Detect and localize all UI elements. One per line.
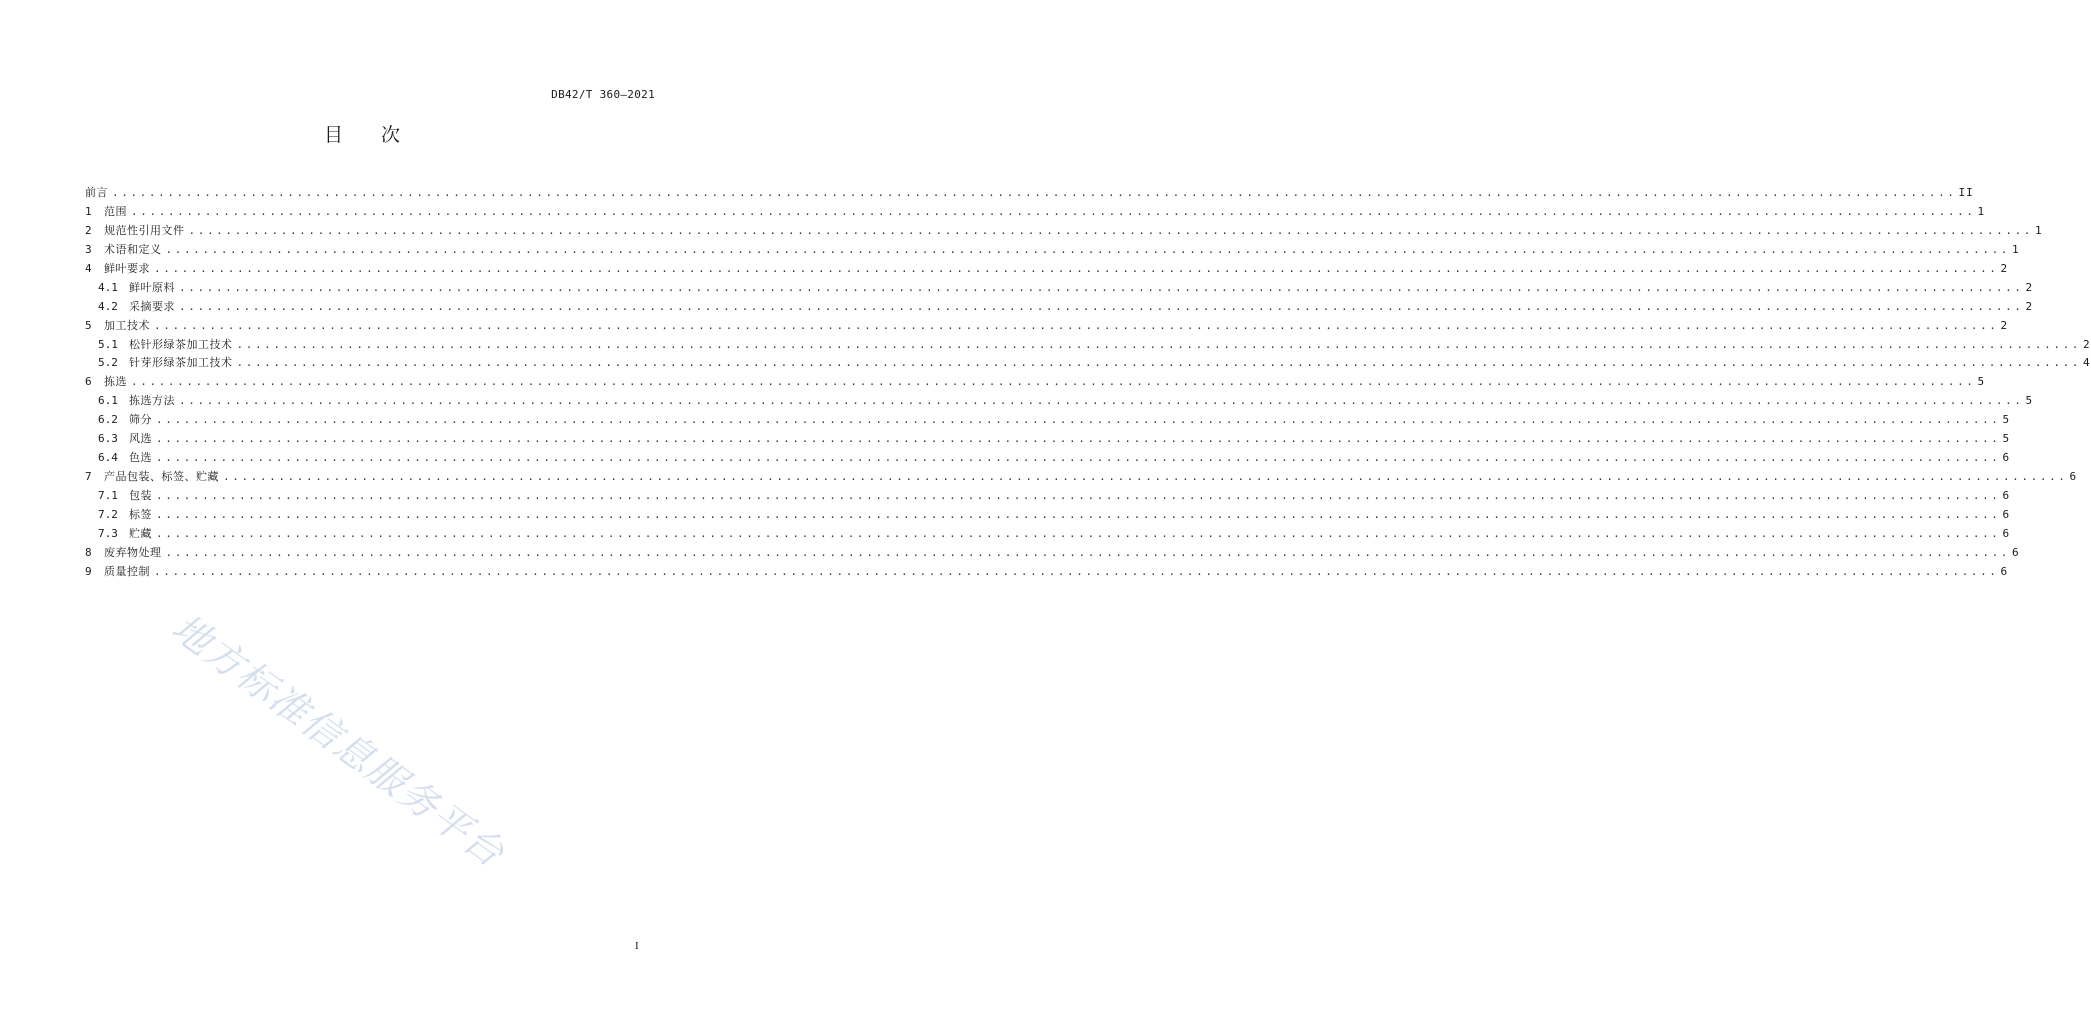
toc-entry-page: 1 <box>2012 242 2020 256</box>
toc-entry-leader-dots: ........................................................................................................................................................................................................ <box>165 545 2011 559</box>
toc-entry[interactable] <box>85 525 2011 544</box>
toc-title-char-2: 次 <box>381 124 401 146</box>
toc-entry[interactable] <box>85 279 2034 298</box>
page-number: I <box>635 940 639 952</box>
toc-entry-page: 2 <box>2083 337 2091 351</box>
toc-entry[interactable] <box>85 298 2034 317</box>
toc-entry-leader-dots: ........................................................................................................................................................................................................ <box>156 413 2001 427</box>
toc-entry-page: 2 <box>2000 318 2009 332</box>
toc-entry-label: 范围 <box>104 204 127 218</box>
toc-entry-number: 6.2 <box>98 413 118 427</box>
toc-entry-label: 术语和定义 <box>104 242 162 256</box>
table-of-contents <box>85 184 2091 582</box>
toc-entry-label: 针芽形绿茶加工技术 <box>129 356 233 370</box>
toc-entry-number: 6.1 <box>98 394 118 408</box>
toc-entry-leader-dots: ........................................................................................................................................................................................................ <box>223 470 2068 484</box>
toc-entry-page: 6 <box>2069 470 2078 484</box>
toc-entry-number: 7 <box>85 470 92 484</box>
toc-entry-number: 7.2 <box>98 507 118 521</box>
toc-entry-number: 4.1 <box>98 280 118 294</box>
toc-entry-number: 8 <box>85 545 92 559</box>
toc-entry-leader-dots: ........................................................................................................................................................................................................ <box>156 432 2001 446</box>
toc-entry-leader-dots: ........................................................................................................................................................................................................ <box>131 375 1976 389</box>
toc-entry-label: 加工技术 <box>104 318 150 332</box>
toc-entry-leader-dots: ........................................................................................................................................................................................................ <box>156 489 2001 502</box>
toc-entry[interactable] <box>85 563 2009 582</box>
toc-entry[interactable] <box>85 241 2020 260</box>
toc-entry[interactable] <box>85 336 2091 355</box>
toc-entry-number: 6 <box>85 375 92 389</box>
toc-entry[interactable] <box>85 411 2011 430</box>
toc-entry-page: 6 <box>2002 451 2011 465</box>
watermark: 地方标准信息服务平台 <box>163 605 514 877</box>
toc-entry[interactable] <box>85 430 2011 449</box>
toc-entry[interactable] <box>85 449 2011 468</box>
toc-entry-leader-dots: ........................................................................................................................................................................................................ <box>156 451 2001 465</box>
toc-entry-number: 2 <box>85 223 92 237</box>
toc-entry[interactable] <box>85 260 2009 279</box>
toc-entry-leader-dots: ........................................................................................................................................................................................................ <box>236 337 2082 351</box>
toc-entry-number: 6.4 <box>98 451 118 465</box>
document-code: DB42/T 360—2021 <box>551 88 655 101</box>
toc-entry-leader-dots: ........................................................................................................................................................................................................ <box>154 261 1999 275</box>
toc-entry-number: 7.3 <box>98 526 118 540</box>
toc-entry-page: 5 <box>2002 413 2011 427</box>
toc-entry[interactable] <box>85 468 2078 487</box>
toc-entry-leader-dots: ........................................................................................................................................................................................................ <box>131 204 1976 218</box>
toc-entry[interactable] <box>85 373 1986 392</box>
toc-entry-leader-dots: ........................................................................................................................................................................................................ <box>165 242 2011 256</box>
toc-entry-label: 拣选 <box>104 375 127 389</box>
toc-entry-page: 2 <box>2025 280 2034 294</box>
toc-entry-page: 6 <box>2012 545 2020 559</box>
toc-entry-label: 规范性引用文件 <box>104 223 185 237</box>
toc-entry-page: 6 <box>2002 489 2011 502</box>
toc-entry-page: II <box>1958 186 1974 199</box>
toc-entry-label: 鲜叶原料 <box>129 280 175 294</box>
toc-entry[interactable] <box>85 222 2043 241</box>
toc-entry-label: 筛分 <box>129 413 152 427</box>
toc-entry[interactable] <box>85 544 2020 563</box>
toc-entry-number: 5.1 <box>98 337 118 351</box>
toc-entry-number: 3 <box>85 242 92 256</box>
toc-entry-number: 4.2 <box>98 299 118 313</box>
toc-entry-label: 色选 <box>129 451 152 465</box>
toc-entry-leader-dots: ........................................................................................................................................................................................................ <box>156 526 2001 540</box>
toc-entry-label: 产品包装、标签、贮藏 <box>104 470 219 484</box>
toc-entry-page: 2 <box>2025 299 2034 313</box>
toc-entry-label: 拣选方法 <box>129 394 175 408</box>
toc-entry[interactable] <box>85 487 2011 506</box>
toc-title-char-1: 目 <box>323 124 343 146</box>
toc-entry-number: 5 <box>85 318 92 332</box>
toc-entry-page: 1 <box>2035 223 2043 237</box>
toc-entry-label: 废弃物处理 <box>104 545 162 559</box>
toc-entry-leader-dots: ........................................................................................................................................................................................................ <box>179 299 2024 313</box>
toc-entry-page: 2 <box>2000 261 2009 275</box>
toc-entry[interactable] <box>85 317 2009 336</box>
toc-entry-number: 9 <box>85 564 92 578</box>
toc-entry[interactable] <box>85 506 2011 525</box>
toc-entry-label: 包装 <box>129 489 152 502</box>
toc-entry-label: 松针形绿茶加工技术 <box>129 337 233 351</box>
toc-entry-leader-dots: ........................................................................................................................................................................................................ <box>179 394 2024 408</box>
toc-entry-leader-dots: ........................................................................................................................................................................................................ <box>112 186 1957 199</box>
toc-entry-label: 鲜叶要求 <box>104 261 150 275</box>
toc-entry-page: 6 <box>2002 507 2011 521</box>
toc-entry-leader-dots: ........................................................................................................................................................................................................ <box>188 223 2034 237</box>
toc-entry[interactable] <box>85 354 2091 373</box>
toc-entry-number: 7.1 <box>98 489 118 502</box>
toc-entry-page: 6 <box>2000 564 2009 578</box>
toc-entry[interactable] <box>85 184 1974 203</box>
toc-entry-page: 1 <box>1977 204 1986 218</box>
toc-entry-number: 1 <box>85 204 92 218</box>
toc-entry-page: 5 <box>2025 394 2034 408</box>
toc-entry-label: 贮藏 <box>129 526 152 540</box>
toc-entry-number: 6.3 <box>98 432 118 446</box>
toc-entry-leader-dots: ........................................................................................................................................................................................................ <box>156 507 2001 521</box>
toc-entry-leader-dots: ........................................................................................................................................................................................................ <box>236 356 2082 370</box>
toc-entry[interactable] <box>85 392 2034 411</box>
toc-entry-leader-dots: ........................................................................................................................................................................................................ <box>154 564 1999 578</box>
toc-entry-page: 6 <box>2002 526 2011 540</box>
toc-entry-label: 标签 <box>129 507 152 521</box>
toc-entry-label: 质量控制 <box>104 564 150 578</box>
toc-entry-page: 5 <box>2002 432 2011 446</box>
toc-entry-page: 5 <box>1977 375 1986 389</box>
toc-entry[interactable] <box>85 203 1986 222</box>
toc-entry-leader-dots: ........................................................................................................................................................................................................ <box>154 318 1999 332</box>
toc-entry-label: 风选 <box>129 432 152 446</box>
toc-entry-label: 采摘要求 <box>129 299 175 313</box>
toc-entry-page: 4 <box>2083 356 2091 370</box>
toc-title <box>0 120 724 147</box>
toc-entry-number: 4 <box>85 261 92 275</box>
toc-entry-number: 5.2 <box>98 356 118 370</box>
toc-entry-label: 前言 <box>85 186 108 199</box>
toc-entry-leader-dots: ........................................................................................................................................................................................................ <box>179 280 2024 294</box>
